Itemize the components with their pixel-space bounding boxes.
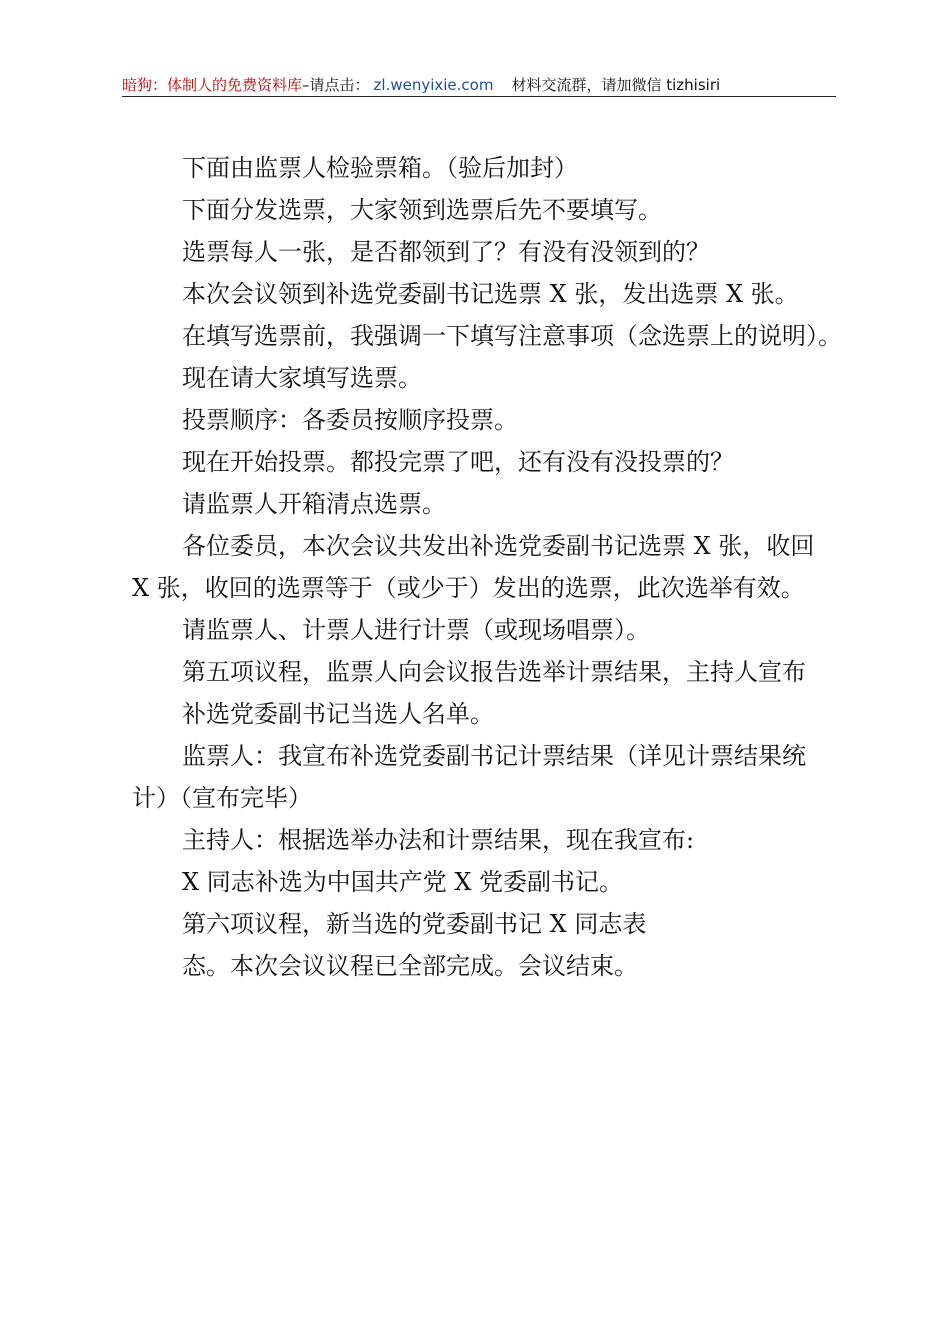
text-line: 在填写选票前，我强调一下填写注意事项（念选票上的说明）。	[182, 322, 842, 350]
text-line: 现在开始投票。都投完票了吧，还有没有没投票的？	[182, 448, 734, 476]
agenda-item-6: 第六项议程，新当选的党委副书记 X 同志表	[182, 910, 647, 938]
agenda-item-6-continued: 态。本次会议议程已全部完成。会议结束。	[182, 952, 638, 980]
text-line: 投票顺序：各委员按顺序投票。	[182, 406, 518, 434]
header-click-prompt: –请点击：	[302, 76, 370, 94]
header-site-name: 暗狗：体制人的免费资料库	[122, 76, 303, 94]
vote-result-paragraph: 监票人：我宣布补选党委副书记计票结果（详见计票结果统计）（宣布完毕）	[132, 742, 806, 812]
agenda-item-5-continued: 补选党委副书记当选人名单。	[182, 700, 494, 728]
header-divider	[122, 96, 836, 97]
page-header	[122, 72, 836, 98]
header-wechat-note: 材料交流群，请加微信 tizhisiri	[511, 76, 721, 94]
ballot-validity-paragraph: 各位委员，本次会议共发出补选党委副书记选票 X 张，收回 X 张，收回的选票等于（或少于）发出的选票，此次选举有效。	[132, 532, 815, 602]
document-body	[132, 147, 842, 987]
text-line: 选票每人一张，是否都领到了？有没有没领到的？	[182, 238, 710, 266]
text-line: 下面分发选票，大家领到选票后先不要填写。	[182, 196, 662, 224]
text-line: 请监票人开箱清点选票。	[182, 490, 446, 518]
header-url-link[interactable]: zl.wenyixie.com	[373, 76, 494, 94]
text-line: 本次会议领到补选党委副书记选票 X 张，发出选票 X 张。	[182, 280, 799, 308]
agenda-item-5: 第五项议程，监票人向会议报告选举计票结果，主持人宣布	[182, 658, 806, 686]
text-line: 下面由监票人检验票箱。（验后加封）	[182, 154, 578, 182]
text-line: 请监票人、计票人进行计票（或现场唱票）。	[182, 616, 650, 644]
text-line: 现在请大家填写选票。	[182, 364, 422, 392]
elected-announcement: X 同志补选为中国共产党 X 党委副书记。	[182, 868, 624, 896]
host-announcement: 主持人：根据选举办法和计票结果，现在我宣布:	[182, 826, 695, 854]
